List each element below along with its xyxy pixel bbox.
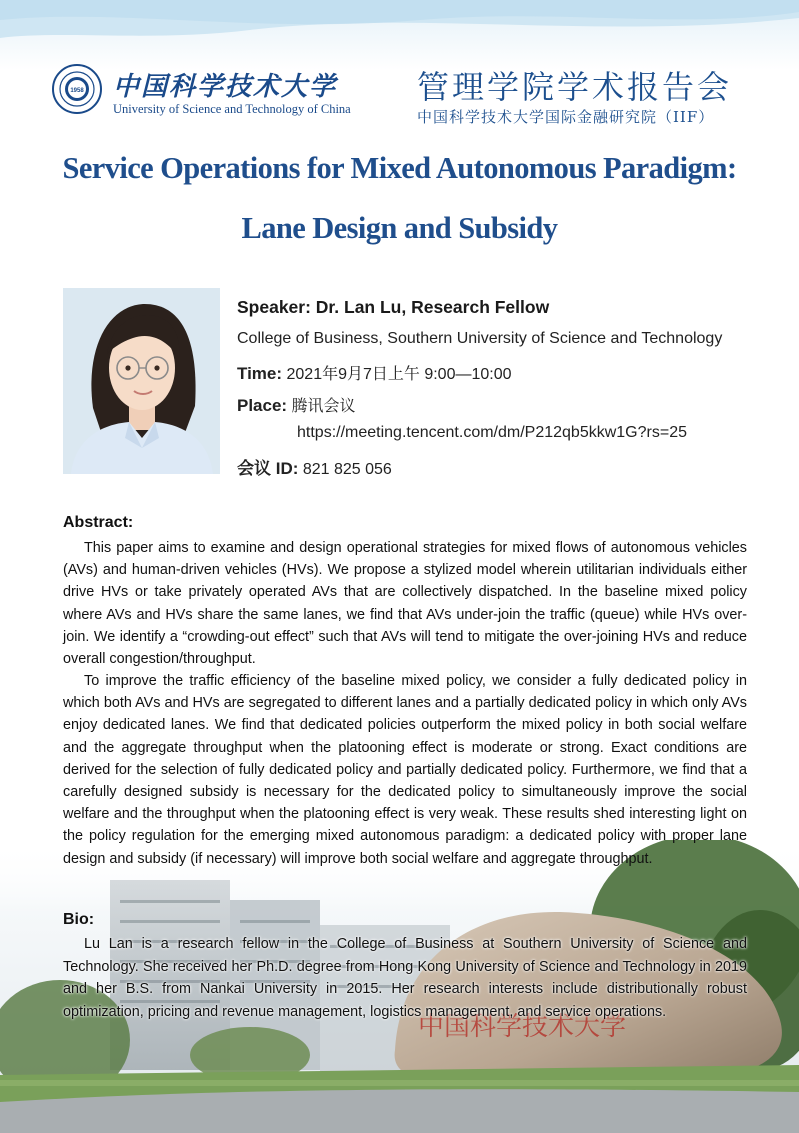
meeting-id-label: 会议 ID: — [237, 459, 299, 478]
meeting-id-value: 821 825 056 — [302, 461, 392, 478]
bio-paragraph: Lu Lan is a research fellow in the College of Business at Southern University of Science and Technology. She received her Ph.D. degree from Hong Kong University of Science and Technology in 2019 and her B.S. from Nankai University in 2015. Her research interests include distributionally robust optimization, pricing and revenue management, logistics management, and service operations. — [63, 936, 747, 1020]
meeting-id-row — [237, 454, 392, 479]
university-name-cn: 中国科学技术大学 — [113, 72, 338, 102]
talk-title-line1: Service Operations for Mixed Autonomous Paradigm: — [62, 151, 737, 185]
time-value: 2021年9月7日上午 9:00—10:00 — [286, 366, 512, 383]
lecture-series-title: 管理学院学术报告会 — [417, 68, 733, 106]
ustc-seal-logo — [52, 64, 102, 114]
bio-heading: Bio: — [63, 911, 95, 928]
university-name-en: University of Science and Technology of China — [113, 102, 351, 116]
institute-name: 中国科学技术大学国际金融研究院（IIF） — [417, 108, 715, 126]
abstract-paragraph-2: To improve the traffic efficiency of the baseline mixed policy, we consider a fully dedicated policy in which both AVs and HVs are segregated to different lanes and a partially dedicated policy in which only AVs enjoy dedicated lanes. We find that dedicated policies outperform the mixed policy in both social welfare and the aggregate throughput when the platooning effect is moderate or strong. Exact conditions are derived for the selection of fully dedicated policy and partially dedicated policy. Furthermore, we find that a carefully designed subsidy is necessary for the dedicated policy to simultaneously improve the social welfare and the throughput when the platooning effect is very weak. These results shed interesting light on the policy regulation for the emerging mixed autonomous paradigm: a dedicated policy with proper lane design and subsidy (if necessary) will improve both social welfare and aggregate throughput. — [63, 673, 747, 867]
abstract-paragraph-1: This paper aims to examine and design operational strategies for mixed flows of autonomous vehicles (AVs) and human-driven vehicles (HVs). We propose a stylized model wherein utilitarian individuals either drive HVs or take privately operated AVs that are collectively dispatched. In the baseline mixed policy where AVs and HVs share the same lanes, we find that AVs under-join the traffic (queue) while HVs over-join. We identify a “crowding-out effect” such that AVs will tend to mitigate the over-joining HVs and reduce overall congestion/throughput. — [63, 540, 747, 668]
time-label: Time: — [237, 364, 283, 383]
header-wave-decoration — [0, 0, 799, 70]
talk-title-line2: Lane Design and Subsidy — [241, 211, 558, 245]
speaker-line: Speaker: Dr. Lan Lu, Research Fellow — [237, 297, 550, 317]
place-value: 腾讯会议 — [291, 398, 356, 415]
place-label: Place: — [237, 396, 288, 415]
speaker-affiliation: College of Business, Southern University of Science and Technology — [237, 330, 723, 347]
time-row — [237, 361, 512, 384]
meeting-url[interactable]: https://meeting.tencent.com/dm/P212qb5kkw1G?rs=25 — [297, 424, 687, 441]
speaker-photo — [63, 288, 220, 474]
place-row — [237, 393, 356, 416]
seal-year: 1958 — [70, 88, 84, 94]
campus-stone-inscription: 中国科学技术大学 — [418, 1012, 627, 1042]
abstract-heading: Abstract: — [63, 514, 134, 531]
